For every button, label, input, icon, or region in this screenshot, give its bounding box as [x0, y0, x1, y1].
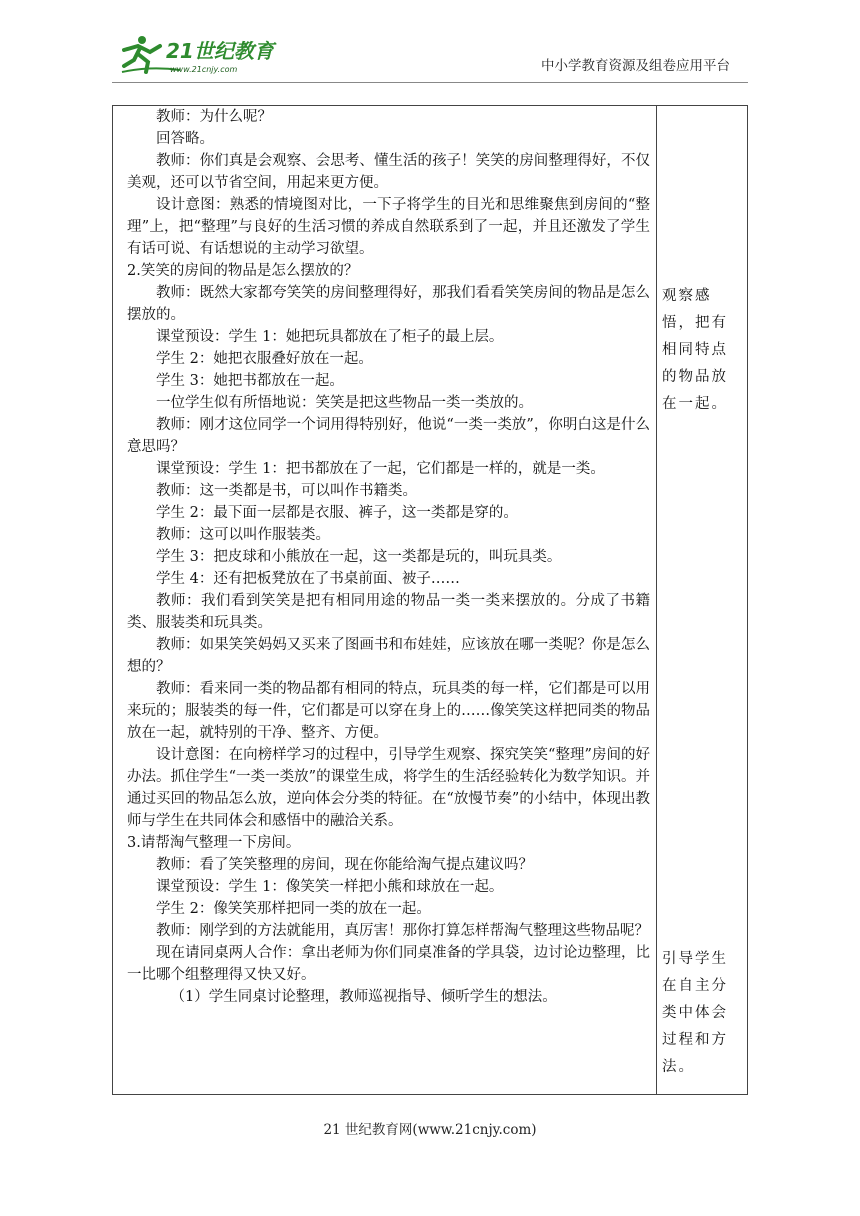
- header-divider: [112, 82, 748, 83]
- side-note-observe: 观察感悟，把有相同特点的物品放在一起。: [662, 288, 728, 412]
- lesson-paragraph: 课堂预设：学生 1：像笑笑一样把小熊和球放在一起。: [156, 879, 504, 895]
- lesson-paragraph: 学生 2：她把衣服叠好放在一起。: [156, 351, 373, 367]
- side-note-2-cell: [662, 946, 744, 1081]
- lesson-paragraph: 教师：如果笑笑妈妈又买来了图画书和布娃娃，应该放在哪一类呢？你是怎么想的？: [127, 637, 650, 675]
- lesson-paragraph: 学生 4：还有把板凳放在了书桌前面、被子……: [156, 571, 460, 587]
- side-note-1-cell: [662, 283, 744, 418]
- lesson-content-column: [127, 106, 650, 1008]
- lesson-paragraph: 教师：这可以叫作服装类。: [156, 527, 330, 543]
- lesson-paragraph: 学生 3：把皮球和小熊放在一起，这一类都是玩的，叫玩具类。: [156, 549, 562, 565]
- page-footer: 21 世纪教育网(www.21cnjy.com): [323, 1122, 537, 1138]
- lesson-paragraph: 教师：看来同一类的物品都有相同的特点，玩具类的每一样，它们都是可以用来玩的；服装类的每一件，它们都是可以穿在身上的……像笑笑这样把同类的物品放在一起，就特别的干净、整齐、方便。: [127, 681, 650, 741]
- lesson-paragraph: 教师：这一类都是书，可以叫作书籍类。: [156, 483, 417, 499]
- lesson-paragraph: 课堂预设：学生 1：她把玩具都放在了柜子的最上层。: [156, 329, 504, 345]
- lesson-paragraph: 一位学生似有所悟地说：笑笑是把这些物品一类一类放的。: [156, 395, 533, 411]
- lesson-paragraph: 教师：刚才这位同学一个词用得特别好，他说“一类一类放”，你明白这是什么意思吗？: [127, 417, 650, 455]
- lesson-paragraph: 教师：看了笑笑整理的房间，现在你能给淘气提点建议吗？: [156, 857, 533, 873]
- lesson-paragraph: 2.笑笑的房间的物品是怎么摆放的？: [127, 263, 359, 279]
- platform-name: 中小学教育资源及组卷应用平台: [541, 58, 730, 74]
- side-note-guide: 引导学生在自主分类中体会过程和方法。: [662, 951, 728, 1075]
- lesson-paragraph: 教师：为什么呢？: [156, 109, 272, 125]
- lesson-paragraph: 教师：刚学到的方法就能用，真厉害！那你打算怎样帮淘气整理这些物品呢？: [156, 923, 649, 939]
- lesson-paragraph: 设计意图：在向榜样学习的过程中，引导学生观察、探究笑笑“整理”房间的好办法。抓住学生“一类一类放”的课堂生成，将学生的生活经验转化为数学知识。并通过买回的物品怎么放，逆向体会分类的特征。在“放慢节奏”的小结中，体现出教师与学生在共同体会和感悟中的融洽关系。: [127, 747, 650, 829]
- site-logo: [120, 32, 290, 76]
- logo-text: 21世纪教育: [166, 39, 274, 63]
- lesson-paragraph: 回答略。: [156, 131, 214, 147]
- lesson-paragraph: 学生 2：像笑笑那样把同一类的放在一起。: [156, 901, 431, 917]
- lesson-paragraph: 3.请帮淘气整理一下房间。: [127, 835, 301, 851]
- lesson-table: [112, 105, 748, 1095]
- lesson-paragraph: 现在请同桌两人合作：拿出老师为你们同桌准备的学具袋，边讨论边整理，比一比哪个组整理得又快又好。: [127, 945, 650, 983]
- column-divider: [656, 106, 657, 1094]
- runner-logo-icon: [120, 32, 290, 76]
- lesson-paragraph: （1）学生同桌讨论整理，教师巡视指导、倾听学生的想法。: [170, 989, 557, 1005]
- lesson-paragraph: 课堂预设：学生 1：把书都放在了一起，它们都是一样的，就是一类。: [156, 461, 605, 477]
- lesson-paragraph: 设计意图：熟悉的情境图对比，一下子将学生的目光和思维聚焦到房间的“整理”上，把“整理”与良好的生活习惯的养成自然联系到了一起，并且还激发了学生有话可说、有话想说的主动学习欲望。: [127, 197, 650, 257]
- lesson-paragraph: 学生 2：最下面一层都是衣服、裤子，这一类都是穿的。: [156, 505, 518, 521]
- lesson-paragraph: 教师：我们看到笑笑是把有相同用途的物品一类一类来摆放的。分成了书籍类、服装类和玩具类。: [127, 593, 650, 631]
- lesson-paragraph: 学生 3：她把书都放在一起。: [156, 373, 344, 389]
- logo-url: www.21cnjy.com: [170, 65, 238, 74]
- lesson-paragraph: 教师：既然大家都夸笑笑的房间整理得好，那我们看看笑笑房间的物品是怎么摆放的。: [127, 285, 650, 323]
- lesson-paragraph: 教师：你们真是会观察、会思考、懂生活的孩子！笑笑的房间整理得好，不仅美观，还可以节省空间，用起来更方便。: [127, 153, 650, 191]
